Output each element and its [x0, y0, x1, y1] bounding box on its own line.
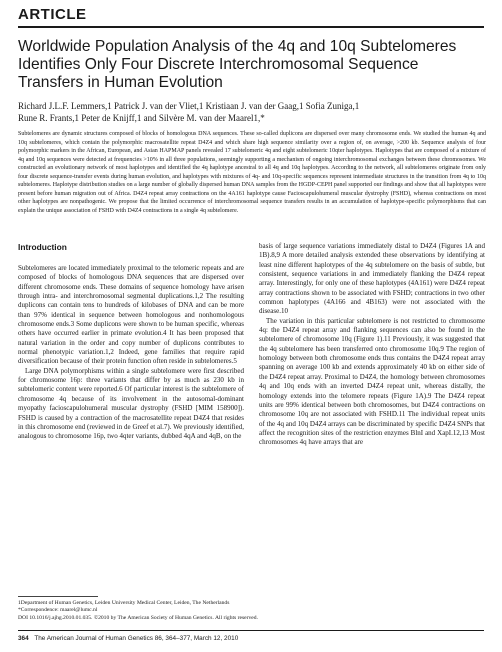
body-paragraph: The variation in this particular subtelomere is not restricted to chromosome 4q: the D4Z4 repeat array and flanking sequences can also be found in the subtelomere of chromosome 10q (Figure 1).11 Previously, it was suggested that the 4q subtelomere has been transferred onto chromosome 10q.9 The region of homology between both chromosome ends thus contains the D4Z4 repeat array spanning on average 100 kb and extends approximately 40 kb on either side of the D4Z4 repeat array. Proximal to D4Z4, the homology between chromosomes 4q and 10q ends with an inverted D4Z4 repeat unit, whereas distally, the homology extends into the telomere repeats (Figure 1A).9 The D4Z4 repeat units are 99% identical between both chromosomes, but D4Z4 contractions on chromosome 10q are not associated with FSHD.11 The individual repeat units of the 4q and 10q D4Z4 arrays can be discriminated by specific D4Z4 SNPs that affect the recognition sites of the restriction enzymes BlnI and XapI.12,13 Most chromosomes 4q have arrays that are [259, 316, 485, 447]
author-line: Richard J.L.F. Lemmers,1 Patrick J. van der Vliet,1 Kristiaan J. van der Gaag,1 Sofia Zuniga,1 [18, 101, 360, 111]
body-paragraph: Large DNA polymorphisms within a single subtelomere were first described for chromosome 16p: three variants that differ by as much as 230 kb in subtelomeric content were reported.6 Of particular interest is the subtelomere of chromosome 4q because of its involvement in the autosomal-dominant myopathy facioscapulohumeral muscular dystrophy (FSHD [MIM 158900]). FSHD is caused by a contraction of the macrosatellite repeat D4Z4 that resides in this chromosome end (reviewed in de Greef et al.7). We previously identified, analogous to chromosome 16p, two 4qter variants, dubbed 4qA and 4qB, on the [18, 366, 244, 441]
author-line: Rune R. Frants,1 Peter de Knijff,1 and Silvère M. van der Maarel1,* [18, 113, 265, 123]
header-rule [18, 26, 484, 28]
article-title: Worldwide Population Analysis of the 4q and 10q Subtelomeres Identifies Only Four Discrete Interchromosomal Sequence Transfers in Human Evolution [18, 38, 457, 91]
body-column-left [18, 242, 244, 442]
body-paragraph: Subtelomeres are located immediately proximal to the telomeric repeats and are composed of blocks of homologous DNA sequences that are dispersed over different chromosome ends. These domains of sequence homology have arisen through intra- and interchromosomal segmental duplications.1,2 The resulting duplicons can contain tens to hundreds of kilobases of DNA and can be more than 97% identical in sequence between homologous and nonhomologous chromosome ends.3 Some duplicons were shown to be human specific, whereas others have occurred earlier in primate evolution.4 It has been proposed that natural variation in the order and copy number of duplicons contributes to normal phenotypic variation.1,2 Indeed, gene families that require rapid diversification because of their protein function often reside in subtelomeres.5 [18, 264, 244, 366]
body-column-right [259, 242, 485, 448]
abstract: Subtelomeres are dynamic structures composed of blocks of homologous DNA sequences. These so-called duplicons are dispersed over many chromosome ends. We studied the human 4q and 10q subtelomeres, which contain the polymorphic macrosatellite repeat D4Z4 and which share high sequence similarity over a region of, on average, >200 kb. Sequence analysis of four polymorphic markers in the African, European, and Asian HAPMAP panels revealed 17 subtelomeric 4q and eight subtelomeric 10qter haplotypes. Haplotypes that are composed of a mixture of 4q and 10q sequences were detected at frequencies >10% in all three populations, seemingly supporting a mechanism of ongoing interchromosomal exchanges between these chromosomes. We constructed an evolutionary network of most haplotypes and identified the 4q haplotype ancestral to all 4q and 10q haplotypes. According to the network, all subtelomeres originate from only four discrete sequence-transfer events during human evolution, and haplotypes with mixtures of 4q- and 10q-specific sequences represent intermediate structures in the transition from 4q to 10q subtelomeres. Haplotype distribution studies on a large number of globally dispersed human DNA samples from the HGDP-CEPH panel supported our findings and show that all haplotypes were present before human migration out of Africa. D4Z4 repeat array contractions on the 4A161 haplotype cause Facioscapulohumeral muscular dystrophy (FSHD), whereas contractions on most other haplotypes are nonpathogenic. We propose that the limited occurrence of interchromosomal sequence transfers results in an accumulation of haplotype-specific polymorphisms that can explain the unique association of FSHD with D4Z4 contractions in a single 4q subtelomere. [18, 131, 486, 214]
correspondence-note: *Correspondence: maarel@lumc.nl [18, 607, 98, 614]
affiliation-note: 1Department of Human Genetics, Leiden University Medical Center, Leiden, The Netherlands [18, 600, 230, 606]
section-label: ARTICLE [18, 6, 87, 23]
section-heading-introduction: Introduction [18, 242, 67, 252]
author-list [18, 100, 486, 124]
doi-note: DOI 10.1016/j.ajhg.2010.01.035. ©2010 by The American Society of Human Genetics. All rights reserved. [18, 614, 258, 621]
page-number: 364 [18, 635, 29, 642]
body-paragraph: basis of large sequence variations immediately distal to D4Z4 (Figures 1A and 1B).8,9 A more detailed analysis extended these observations by identifying at least nine different haplotypes of the 4q subtelomere on the basis of subtle, but consistent, sequence variations in and immediately flanking the D4Z4 repeat array. Interestingly, for only one of these haplotypes (4A161) were D4Z4 repeat array contractions shown to be associated with FSHD; contractions in two other common haplotypes (4A166 and 4B163) were not associated with the disease.10 [259, 242, 485, 316]
footer-rule [18, 630, 484, 631]
footnotes [18, 600, 486, 622]
footnote-rule [18, 596, 98, 597]
journal-citation: The American Journal of Human Genetics 86, 364–377, March 12, 2010 [34, 635, 239, 642]
running-footer [18, 635, 486, 643]
